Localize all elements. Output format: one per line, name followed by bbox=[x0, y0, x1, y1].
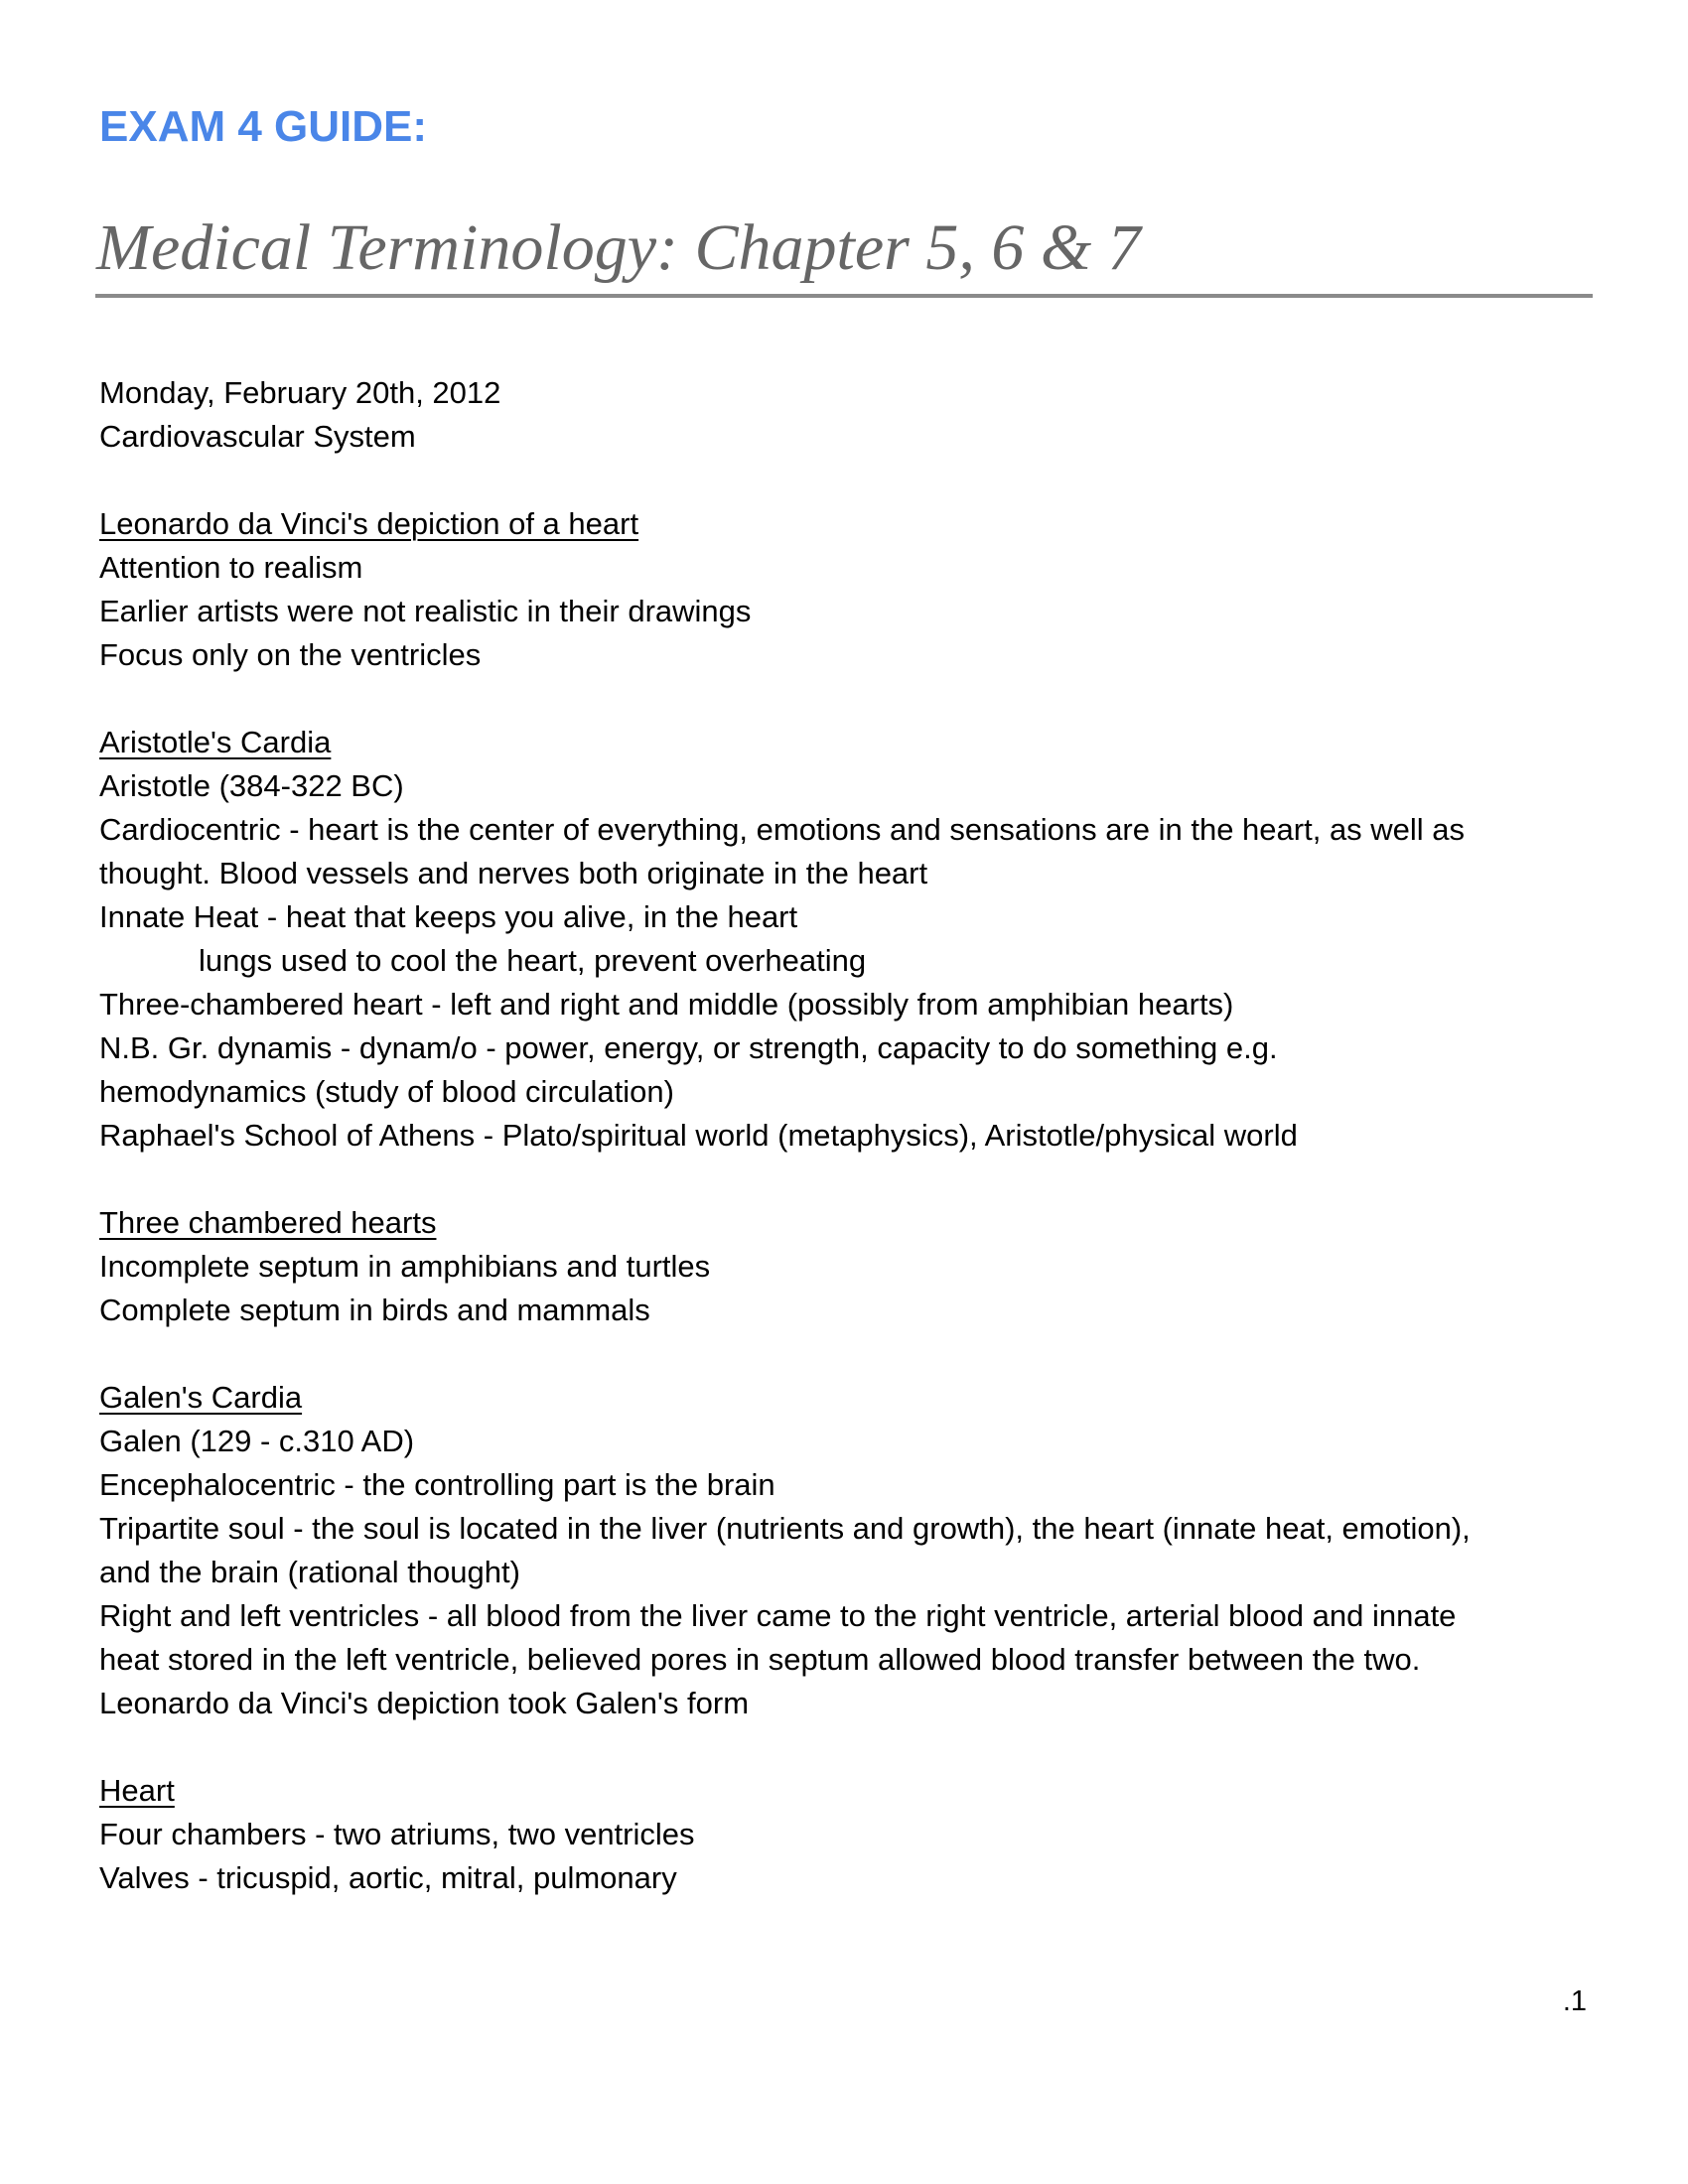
section-heading: Galen's Cardia bbox=[99, 1380, 303, 1415]
exam-title: EXAM 4 GUIDE: bbox=[99, 102, 428, 151]
title-divider bbox=[95, 294, 1593, 298]
body-line: Right and left ventricles - all blood from the liver came to the right ventricle, arterial blood and innate bbox=[99, 1598, 1457, 1633]
body-line: Earlier artists were not realistic in their drawings bbox=[99, 594, 752, 628]
spacer bbox=[99, 677, 1609, 721]
body-line: Four chambers - two atriums, two ventricles bbox=[99, 1817, 695, 1851]
section-three-chambered bbox=[99, 1201, 1609, 1332]
body-line: Cardiocentric - heart is the center of everything, emotions and sensations are in the heart, as well as bbox=[99, 812, 1466, 847]
body-line: Innate Heat - heat that keeps you alive, in the heart bbox=[99, 899, 798, 934]
spacer bbox=[99, 459, 1609, 502]
body-line: Raphael's School of Athens - Plato/spiritual world (metaphysics), Aristotle/physical world bbox=[99, 1118, 1298, 1153]
section-heading: Three chambered hearts bbox=[99, 1205, 437, 1240]
section-heading: Aristotle's Cardia bbox=[99, 725, 332, 759]
spacer bbox=[99, 1725, 1609, 1769]
body-line: N.B. Gr. dynamis - dynam/o - power, energy, or strength, capacity to do something e.g. bbox=[99, 1030, 1278, 1065]
section-heading: Leonardo da Vinci's depiction of a heart bbox=[99, 506, 639, 541]
document-title: Medical Terminology: Chapter 5, 6 & 7 bbox=[96, 211, 1141, 284]
section-heart bbox=[99, 1769, 1609, 1900]
body-line: Aristotle (384-322 BC) bbox=[99, 768, 404, 803]
page-number: .1 bbox=[1562, 1985, 1587, 2017]
body-line: Tripartite soul - the soul is located in the liver (nutrients and growth), the heart (innate heat, emotion), bbox=[99, 1511, 1471, 1546]
body-line: Valves - tricuspid, aortic, mitral, pulmonary bbox=[99, 1860, 677, 1895]
section-galen bbox=[99, 1376, 1609, 1725]
body-line: and the brain (rational thought) bbox=[99, 1555, 520, 1589]
body-line: Complete septum in birds and mammals bbox=[99, 1293, 650, 1327]
section-heading: Heart bbox=[99, 1773, 175, 1808]
section-aristotle bbox=[99, 721, 1609, 1158]
body-line: hemodynamics (study of blood circulation) bbox=[99, 1074, 674, 1109]
spacer bbox=[99, 1332, 1609, 1376]
topic-line: Cardiovascular System bbox=[99, 419, 416, 454]
body-line: thought. Blood vessels and nerves both originate in the heart bbox=[99, 856, 928, 890]
body-line: Three-chambered heart - left and right and middle (possibly from amphibian hearts) bbox=[99, 987, 1234, 1022]
body-line: Attention to realism bbox=[99, 550, 363, 585]
body-line: Galen (129 - c.310 AD) bbox=[99, 1424, 415, 1458]
document-body bbox=[99, 371, 1609, 1900]
section-davinci bbox=[99, 502, 1609, 677]
body-line: Incomplete septum in amphibians and turtles bbox=[99, 1249, 711, 1284]
spacer bbox=[99, 1158, 1609, 1201]
body-line: heat stored in the left ventricle, believed pores in septum allowed blood transfer between the two. bbox=[99, 1642, 1421, 1677]
date-line: Monday, February 20th, 2012 bbox=[99, 375, 501, 410]
body-line: Encephalocentric - the controlling part is the brain bbox=[99, 1467, 775, 1502]
indented-body-line: lungs used to cool the heart, prevent overheating bbox=[199, 943, 867, 978]
body-line: Leonardo da Vinci's depiction took Galen's form bbox=[99, 1686, 750, 1720]
body-line: Focus only on the ventricles bbox=[99, 637, 482, 672]
